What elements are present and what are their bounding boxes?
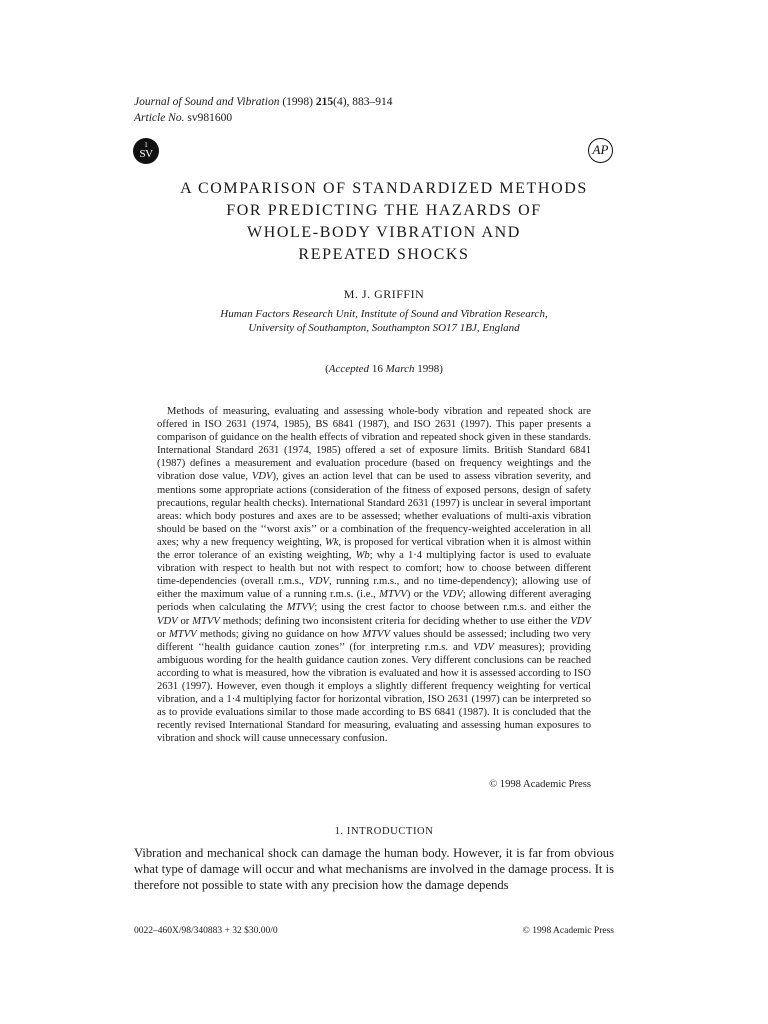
abstract-text: values should be assessed; including two very different ‘‘health guidance caution zones’’ (for interpreting r.m.s. and — [157, 628, 591, 653]
author-name: M. J. GRIFFIN — [343, 287, 425, 301]
affiliation-line: Human Factors Research Unit, Institute of Sound and Vibration Research, — [220, 308, 548, 320]
sv-logo — [133, 138, 159, 164]
abstract-term: Wk — [324, 536, 339, 548]
abstract-term: MTVV — [362, 628, 390, 640]
affiliation-line: University of Southampton, Southampton SO17 1BJ, England — [248, 322, 520, 334]
article-number-line — [134, 110, 232, 126]
abstract-term: VDV — [308, 576, 330, 588]
paper-title — [134, 178, 634, 266]
accepted-day: 16 — [371, 363, 383, 375]
title-line: FOR PREDICTING THE HAZARDS OF — [226, 202, 542, 219]
abstract — [157, 405, 591, 745]
title-line: WHOLE-BODY VIBRATION AND — [247, 224, 521, 241]
article-label: Article No. — [134, 112, 185, 124]
journal-citation — [134, 94, 393, 110]
introduction-paragraph: Vibration and mechanical shock can damage the human body. However, it is far from obvious what type of damage will occur and what mechanisms are involved in the damage process. It is therefore not possible to state with any precision how the damage depends — [134, 846, 614, 892]
author-affiliation — [134, 307, 634, 335]
abstract-text: ), gives an action level that can be used to assess vibration severity, and mentions some appropriate actions (consideration of the fitness of exposed persons, design of safety precautions, regular health checks). International Standard 2631 (1997) is unclear in several important areas: which body postures and axes are to be assessed; whether evaluations of multi-axis vibration should be based on the ‘‘worst axis’’ or a combination of the frequency-weighted acceleration in all axes; why a new frequency weighting, — [157, 471, 591, 548]
abstract-text: methods; defining two inconsistent criteria for deciding whether to use either the — [222, 615, 568, 627]
article-number: sv981600 — [187, 112, 233, 124]
accepted-word: Accepted — [328, 363, 370, 375]
abstract-text: ; allowing different averaging periods when calculating the — [157, 589, 591, 614]
abstract-text: or — [157, 628, 166, 640]
section-title: INTRODUCTION — [346, 826, 434, 837]
abstract-text: or — [180, 615, 190, 627]
abstract-term: VDV — [251, 471, 273, 483]
abstract-text: ) or the — [406, 589, 439, 601]
abstract-text: ; using the crest factor to choose between r.m.s. and either the — [314, 602, 591, 614]
abstract-text: Methods of measuring, evaluating and assessing whole-body vibration and repeated shock are offered in ISO 2631 (1974, 1985), BS 6841 (1987), and ISO 2631 (1997). This paper presents a comparison of guidance on the health effects of vibration and repeated shock given in these standards. International Standard 2631 (1974, 1985) offered a set of exposure limits. British Standard 6841 (1987) defines a measurement and evaluation procedure (based on frequency weightings and the vibration dose value, — [157, 406, 591, 483]
abstract-term: VDV — [570, 615, 591, 627]
abstract-term: Wb — [355, 550, 370, 562]
abstract-text: methods; giving no guidance on how — [199, 628, 360, 640]
abstract-text: measures); providing ambiguous wording for the health guidance caution zones. Very different conclusions can be reached according to what is measured, how the vibration is evaluated and how it is assessed according to ISO 2631 (1997). However, even though it employs a slightly different frequency weighting for vertical vibration, and a 1·4 multiplying factor for horizontal vibration, ISO 2631 (1997) can be interpreted so as to provide evaluations similar to those made according to BS 6841 (1987). It is concluded that the recently revised International Standard for measuring, evaluating and assessing human exposures to vibration and shock will cause unnecessary confusion. — [157, 641, 591, 745]
abstract-text: , running r.m.s., and no time-dependency); allowing use of either the maximum value of a running r.m.s. (i.e., — [157, 576, 591, 601]
abstract-term: VDV — [157, 615, 178, 627]
sv-logo-bottom: SV — [139, 148, 153, 160]
abstract-term: VDV — [442, 589, 463, 601]
section-heading — [134, 826, 634, 837]
accepted-year: 1998 — [417, 363, 440, 375]
title-line: A COMPARISON OF STANDARDIZED METHODS — [180, 180, 588, 197]
journal-volume: 215 — [315, 96, 334, 108]
sv-logo-top: 1 — [144, 141, 148, 149]
journal-issue-pages: (4), 883–914 — [333, 96, 393, 108]
accepted-date: (Accepted 16 March 1998) — [325, 363, 443, 375]
journal-name: Journal of Sound and Vibration — [134, 96, 280, 108]
section-number: 1. — [334, 826, 344, 837]
footer-copyright: © 1998 Academic Press — [522, 926, 614, 936]
abstract-term: MTVV — [379, 589, 407, 601]
abstract-term: MTVV — [192, 615, 220, 627]
abstract-term: MTVV — [168, 628, 197, 640]
journal-year: (1998) — [282, 96, 313, 108]
abstract-copyright: © 1998 Academic Press — [489, 779, 591, 790]
abstract-text: , is proposed for vertical vibration when it is almost within the error tolerance of an existing weighting, — [157, 536, 591, 562]
ap-logo: AP — [588, 138, 613, 163]
accepted-month: March — [385, 363, 415, 375]
footer-code: 0022–460X/98/340883 + 32 $30.00/0 — [134, 926, 278, 936]
title-line: REPEATED SHOCKS — [298, 246, 470, 263]
abstract-text: ; why a 1·4 multiplying factor is used to evaluate vibration with respect to health but not with respect to comfort; how to choose between different time-dependencies (overall r.m.s., — [157, 550, 591, 588]
abstract-term: VDV — [473, 641, 494, 653]
abstract-term: MTVV — [286, 602, 315, 614]
